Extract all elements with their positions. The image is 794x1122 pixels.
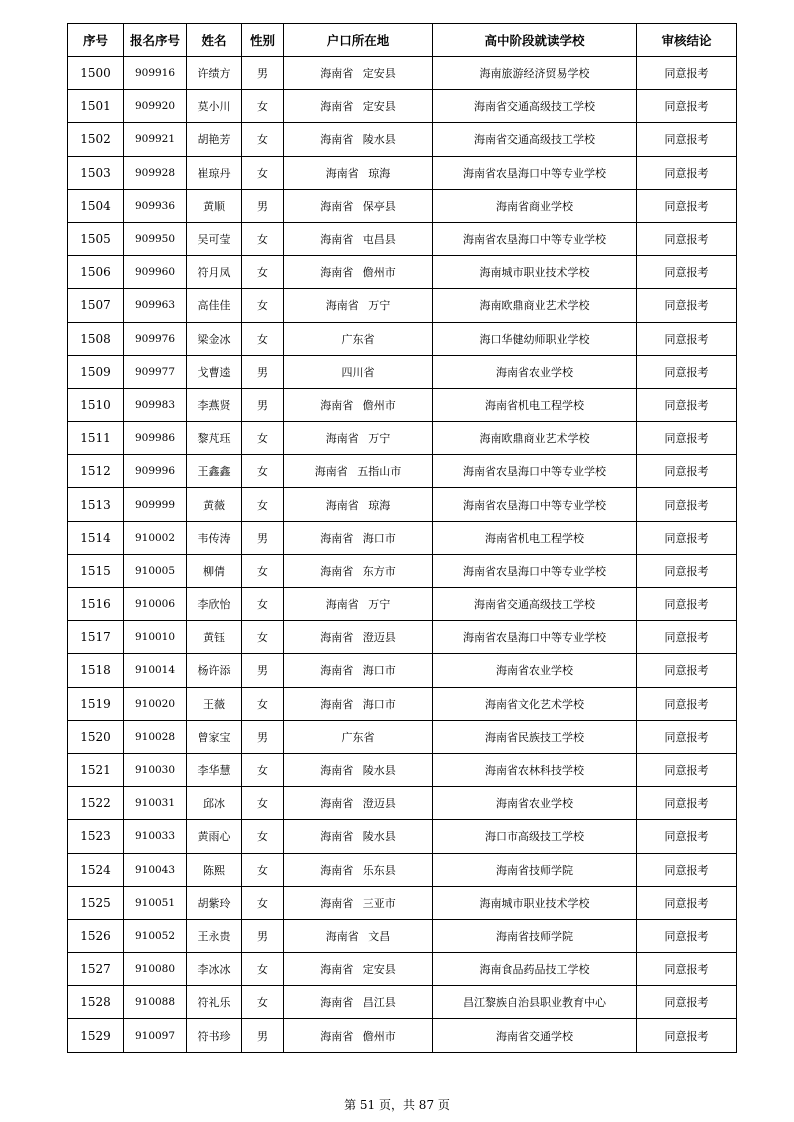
gender-cell: 男 <box>242 919 284 952</box>
hukou-cell: 海南省 昌江县 <box>284 986 433 1019</box>
reg-no-cell: 909963 <box>124 289 187 322</box>
hukou-cell: 海南省 文昌 <box>284 919 433 952</box>
hukou-cell: 海南省 东方市 <box>284 554 433 587</box>
seq-cell: 1506 <box>68 256 124 289</box>
name-cell: 符月凤 <box>187 256 242 289</box>
school-cell: 海南城市职业技术学校 <box>433 886 637 919</box>
hukou-cell: 广东省 <box>284 322 433 355</box>
seq-cell: 1504 <box>68 189 124 222</box>
reg-no-cell: 910080 <box>124 953 187 986</box>
reg-no-cell: 910097 <box>124 1019 187 1052</box>
gender-cell: 女 <box>242 753 284 786</box>
result-cell: 同意报考 <box>637 521 737 554</box>
hukou-cell: 海南省 定安县 <box>284 90 433 123</box>
name-cell: 李华慧 <box>187 753 242 786</box>
reg-no-cell: 910002 <box>124 521 187 554</box>
reg-no-cell: 909921 <box>124 123 187 156</box>
reg-no-cell: 909920 <box>124 90 187 123</box>
seq-cell: 1524 <box>68 853 124 886</box>
school-cell: 海南省农业学校 <box>433 355 637 388</box>
reg-no-cell: 909936 <box>124 189 187 222</box>
table-row <box>68 820 737 853</box>
reg-no-cell: 910031 <box>124 787 187 820</box>
result-cell: 同意报考 <box>637 123 737 156</box>
hukou-cell: 海南省 定安县 <box>284 953 433 986</box>
header-hukou: 户口所在地 <box>284 24 433 57</box>
school-cell: 海南省农林科技学校 <box>433 753 637 786</box>
gender-cell: 女 <box>242 322 284 355</box>
reg-no-cell: 909986 <box>124 422 187 455</box>
gender-cell: 女 <box>242 554 284 587</box>
school-cell: 海南省文化艺术学校 <box>433 687 637 720</box>
seq-cell: 1500 <box>68 57 124 90</box>
hukou-cell: 海南省 陵水县 <box>284 820 433 853</box>
name-cell: 柳倩 <box>187 554 242 587</box>
hukou-cell: 海南省 三亚市 <box>284 886 433 919</box>
school-cell: 海南省农垦海口中等专业学校 <box>433 488 637 521</box>
name-cell: 胡艳芳 <box>187 123 242 156</box>
table-row <box>68 720 737 753</box>
seq-cell: 1507 <box>68 289 124 322</box>
school-cell: 海口市高级技工学校 <box>433 820 637 853</box>
seq-cell: 1501 <box>68 90 124 123</box>
seq-cell: 1522 <box>68 787 124 820</box>
table-row <box>68 388 737 421</box>
result-cell: 同意报考 <box>637 753 737 786</box>
hukou-cell: 海南省 儋州市 <box>284 388 433 421</box>
gender-cell: 女 <box>242 687 284 720</box>
seq-cell: 1519 <box>68 687 124 720</box>
result-cell: 同意报考 <box>637 189 737 222</box>
name-cell: 崔琼丹 <box>187 156 242 189</box>
name-cell: 黄薇 <box>187 488 242 521</box>
gender-cell: 男 <box>242 388 284 421</box>
school-cell: 海南省技师学院 <box>433 853 637 886</box>
header-result: 审核结论 <box>637 24 737 57</box>
hukou-cell: 海南省 屯昌县 <box>284 222 433 255</box>
name-cell: 李燕贤 <box>187 388 242 421</box>
table-row <box>68 123 737 156</box>
name-cell: 曾家宝 <box>187 720 242 753</box>
hukou-cell: 海南省 儋州市 <box>284 1019 433 1052</box>
school-cell: 海南省技师学院 <box>433 919 637 952</box>
reg-no-cell: 910005 <box>124 554 187 587</box>
seq-cell: 1514 <box>68 521 124 554</box>
hukou-cell: 海南省 保亭县 <box>284 189 433 222</box>
reg-no-cell: 909996 <box>124 455 187 488</box>
seq-cell: 1529 <box>68 1019 124 1052</box>
seq-cell: 1528 <box>68 986 124 1019</box>
school-cell: 海南省商业学校 <box>433 189 637 222</box>
school-cell: 海南省交通学校 <box>433 1019 637 1052</box>
name-cell: 李欣怡 <box>187 588 242 621</box>
seq-cell: 1512 <box>68 455 124 488</box>
reg-no-cell: 910028 <box>124 720 187 753</box>
table-row <box>68 222 737 255</box>
gender-cell: 女 <box>242 123 284 156</box>
seq-cell: 1527 <box>68 953 124 986</box>
result-cell: 同意报考 <box>637 156 737 189</box>
table-row <box>68 621 737 654</box>
school-cell: 海南省民族技工学校 <box>433 720 637 753</box>
name-cell: 梁金冰 <box>187 322 242 355</box>
table-row <box>68 422 737 455</box>
table-row <box>68 753 737 786</box>
table-row <box>68 521 737 554</box>
gender-cell: 女 <box>242 621 284 654</box>
table-row <box>68 953 737 986</box>
table-row <box>68 787 737 820</box>
result-cell: 同意报考 <box>637 554 737 587</box>
school-cell: 海南省交通高级技工学校 <box>433 123 637 156</box>
result-cell: 同意报考 <box>637 886 737 919</box>
reg-no-cell: 910033 <box>124 820 187 853</box>
table-body <box>68 57 737 1053</box>
school-cell: 海南城市职业技术学校 <box>433 256 637 289</box>
result-cell: 同意报考 <box>637 222 737 255</box>
seq-cell: 1523 <box>68 820 124 853</box>
result-cell: 同意报考 <box>637 355 737 388</box>
reg-no-cell: 909928 <box>124 156 187 189</box>
hukou-cell: 海南省 陵水县 <box>284 123 433 156</box>
table-row <box>68 1019 737 1052</box>
name-cell: 王永贵 <box>187 919 242 952</box>
name-cell: 杨许添 <box>187 654 242 687</box>
result-cell: 同意报考 <box>637 289 737 322</box>
gender-cell: 女 <box>242 222 284 255</box>
table-row <box>68 919 737 952</box>
header-row <box>68 24 737 57</box>
table-row <box>68 355 737 388</box>
gender-cell: 男 <box>242 521 284 554</box>
name-cell: 符书珍 <box>187 1019 242 1052</box>
name-cell: 吴可莹 <box>187 222 242 255</box>
hukou-cell: 海南省 琼海 <box>284 488 433 521</box>
name-cell: 许绩方 <box>187 57 242 90</box>
gender-cell: 女 <box>242 256 284 289</box>
school-cell: 海南省农垦海口中等专业学校 <box>433 156 637 189</box>
header-school: 高中阶段就读学校 <box>433 24 637 57</box>
result-cell: 同意报考 <box>637 1019 737 1052</box>
seq-cell: 1508 <box>68 322 124 355</box>
result-cell: 同意报考 <box>637 488 737 521</box>
reg-no-cell: 909977 <box>124 355 187 388</box>
hukou-cell: 海南省 万宁 <box>284 422 433 455</box>
gender-cell: 女 <box>242 787 284 820</box>
table-row <box>68 687 737 720</box>
table-row <box>68 455 737 488</box>
table-row <box>68 256 737 289</box>
header-reg-no: 报名序号 <box>124 24 187 57</box>
school-cell: 海南省交通高级技工学校 <box>433 90 637 123</box>
table-row <box>68 588 737 621</box>
gender-cell: 女 <box>242 488 284 521</box>
header-seq: 序号 <box>68 24 124 57</box>
result-cell: 同意报考 <box>637 687 737 720</box>
table-row <box>68 488 737 521</box>
table-row <box>68 886 737 919</box>
result-cell: 同意报考 <box>637 621 737 654</box>
seq-cell: 1513 <box>68 488 124 521</box>
name-cell: 黄钰 <box>187 621 242 654</box>
gender-cell: 女 <box>242 455 284 488</box>
name-cell: 韦传涛 <box>187 521 242 554</box>
gender-cell: 女 <box>242 588 284 621</box>
school-cell: 海南省农垦海口中等专业学校 <box>433 621 637 654</box>
name-cell: 黎芃珏 <box>187 422 242 455</box>
result-cell: 同意报考 <box>637 588 737 621</box>
roster-table <box>67 23 737 1053</box>
name-cell: 高佳佳 <box>187 289 242 322</box>
name-cell: 陈熙 <box>187 853 242 886</box>
hukou-cell: 海南省 定安县 <box>284 57 433 90</box>
table-row <box>68 156 737 189</box>
gender-cell: 女 <box>242 156 284 189</box>
page-number: 第 51 页，共 87 页 <box>344 1098 450 1112</box>
reg-no-cell: 910052 <box>124 919 187 952</box>
table-row <box>68 90 737 123</box>
gender-cell: 女 <box>242 953 284 986</box>
gender-cell: 男 <box>242 355 284 388</box>
seq-cell: 1526 <box>68 919 124 952</box>
school-cell: 海南省农业学校 <box>433 787 637 820</box>
school-cell: 海南省机电工程学校 <box>433 388 637 421</box>
gender-cell: 女 <box>242 90 284 123</box>
school-cell: 海口华健幼师职业学校 <box>433 322 637 355</box>
gender-cell: 女 <box>242 886 284 919</box>
school-cell: 海南省农垦海口中等专业学校 <box>433 455 637 488</box>
gender-cell: 男 <box>242 720 284 753</box>
seq-cell: 1525 <box>68 886 124 919</box>
table-row <box>68 554 737 587</box>
seq-cell: 1510 <box>68 388 124 421</box>
reg-no-cell: 910010 <box>124 621 187 654</box>
result-cell: 同意报考 <box>637 455 737 488</box>
result-cell: 同意报考 <box>637 422 737 455</box>
school-cell: 海南旅游经济贸易学校 <box>433 57 637 90</box>
seq-cell: 1521 <box>68 753 124 786</box>
reg-no-cell: 909976 <box>124 322 187 355</box>
seq-cell: 1520 <box>68 720 124 753</box>
school-cell: 昌江黎族自治县职业教育中心 <box>433 986 637 1019</box>
reg-no-cell: 910051 <box>124 886 187 919</box>
school-cell: 海南欧鼎商业艺术学校 <box>433 422 637 455</box>
name-cell: 胡紫玲 <box>187 886 242 919</box>
gender-cell: 女 <box>242 422 284 455</box>
gender-cell: 男 <box>242 654 284 687</box>
hukou-cell: 海南省 海口市 <box>284 654 433 687</box>
hukou-cell: 海南省 儋州市 <box>284 256 433 289</box>
name-cell: 莫小川 <box>187 90 242 123</box>
seq-cell: 1511 <box>68 422 124 455</box>
result-cell: 同意报考 <box>637 57 737 90</box>
reg-no-cell: 909950 <box>124 222 187 255</box>
hukou-cell: 海南省 澄迈县 <box>284 621 433 654</box>
hukou-cell: 海南省 琼海 <box>284 156 433 189</box>
seq-cell: 1505 <box>68 222 124 255</box>
hukou-cell: 海南省 陵水县 <box>284 753 433 786</box>
result-cell: 同意报考 <box>637 388 737 421</box>
name-cell: 黄雨心 <box>187 820 242 853</box>
hukou-cell: 海南省 海口市 <box>284 687 433 720</box>
hukou-cell: 海南省 乐东县 <box>284 853 433 886</box>
table-row <box>68 853 737 886</box>
name-cell: 王鑫鑫 <box>187 455 242 488</box>
result-cell: 同意报考 <box>637 787 737 820</box>
header-name: 姓名 <box>187 24 242 57</box>
reg-no-cell: 909916 <box>124 57 187 90</box>
header-gender: 性别 <box>242 24 284 57</box>
school-cell: 海南省交通高级技工学校 <box>433 588 637 621</box>
seq-cell: 1515 <box>68 554 124 587</box>
reg-no-cell: 909983 <box>124 388 187 421</box>
result-cell: 同意报考 <box>637 853 737 886</box>
gender-cell: 女 <box>242 986 284 1019</box>
school-cell: 海南食品药品技工学校 <box>433 953 637 986</box>
table-row <box>68 57 737 90</box>
school-cell: 海南省农垦海口中等专业学校 <box>433 222 637 255</box>
result-cell: 同意报考 <box>637 820 737 853</box>
hukou-cell: 海南省 海口市 <box>284 521 433 554</box>
reg-no-cell: 909999 <box>124 488 187 521</box>
school-cell: 海南欧鼎商业艺术学校 <box>433 289 637 322</box>
name-cell: 李冰冰 <box>187 953 242 986</box>
school-cell: 海南省农业学校 <box>433 654 637 687</box>
seq-cell: 1517 <box>68 621 124 654</box>
table-row <box>68 654 737 687</box>
gender-cell: 男 <box>242 57 284 90</box>
seq-cell: 1518 <box>68 654 124 687</box>
reg-no-cell: 910014 <box>124 654 187 687</box>
seq-cell: 1502 <box>68 123 124 156</box>
hukou-cell: 海南省 万宁 <box>284 588 433 621</box>
gender-cell: 女 <box>242 853 284 886</box>
result-cell: 同意报考 <box>637 256 737 289</box>
seq-cell: 1503 <box>68 156 124 189</box>
reg-no-cell: 910088 <box>124 986 187 1019</box>
gender-cell: 男 <box>242 1019 284 1052</box>
reg-no-cell: 910020 <box>124 687 187 720</box>
reg-no-cell: 909960 <box>124 256 187 289</box>
table-row <box>68 986 737 1019</box>
result-cell: 同意报考 <box>637 720 737 753</box>
result-cell: 同意报考 <box>637 953 737 986</box>
hukou-cell: 四川省 <box>284 355 433 388</box>
name-cell: 戈曹逵 <box>187 355 242 388</box>
name-cell: 符礼乐 <box>187 986 242 1019</box>
gender-cell: 男 <box>242 189 284 222</box>
name-cell: 黄顺 <box>187 189 242 222</box>
table-row <box>68 189 737 222</box>
reg-no-cell: 910006 <box>124 588 187 621</box>
table-row <box>68 289 737 322</box>
result-cell: 同意报考 <box>637 986 737 1019</box>
school-cell: 海南省农垦海口中等专业学校 <box>433 554 637 587</box>
seq-cell: 1509 <box>68 355 124 388</box>
hukou-cell: 海南省 五指山市 <box>284 455 433 488</box>
seq-cell: 1516 <box>68 588 124 621</box>
table-row <box>68 322 737 355</box>
hukou-cell: 广东省 <box>284 720 433 753</box>
gender-cell: 女 <box>242 289 284 322</box>
result-cell: 同意报考 <box>637 90 737 123</box>
result-cell: 同意报考 <box>637 654 737 687</box>
school-cell: 海南省机电工程学校 <box>433 521 637 554</box>
name-cell: 邱冰 <box>187 787 242 820</box>
reg-no-cell: 910030 <box>124 753 187 786</box>
result-cell: 同意报考 <box>637 322 737 355</box>
gender-cell: 女 <box>242 820 284 853</box>
hukou-cell: 海南省 澄迈县 <box>284 787 433 820</box>
hukou-cell: 海南省 万宁 <box>284 289 433 322</box>
reg-no-cell: 910043 <box>124 853 187 886</box>
result-cell: 同意报考 <box>637 919 737 952</box>
name-cell: 王薇 <box>187 687 242 720</box>
